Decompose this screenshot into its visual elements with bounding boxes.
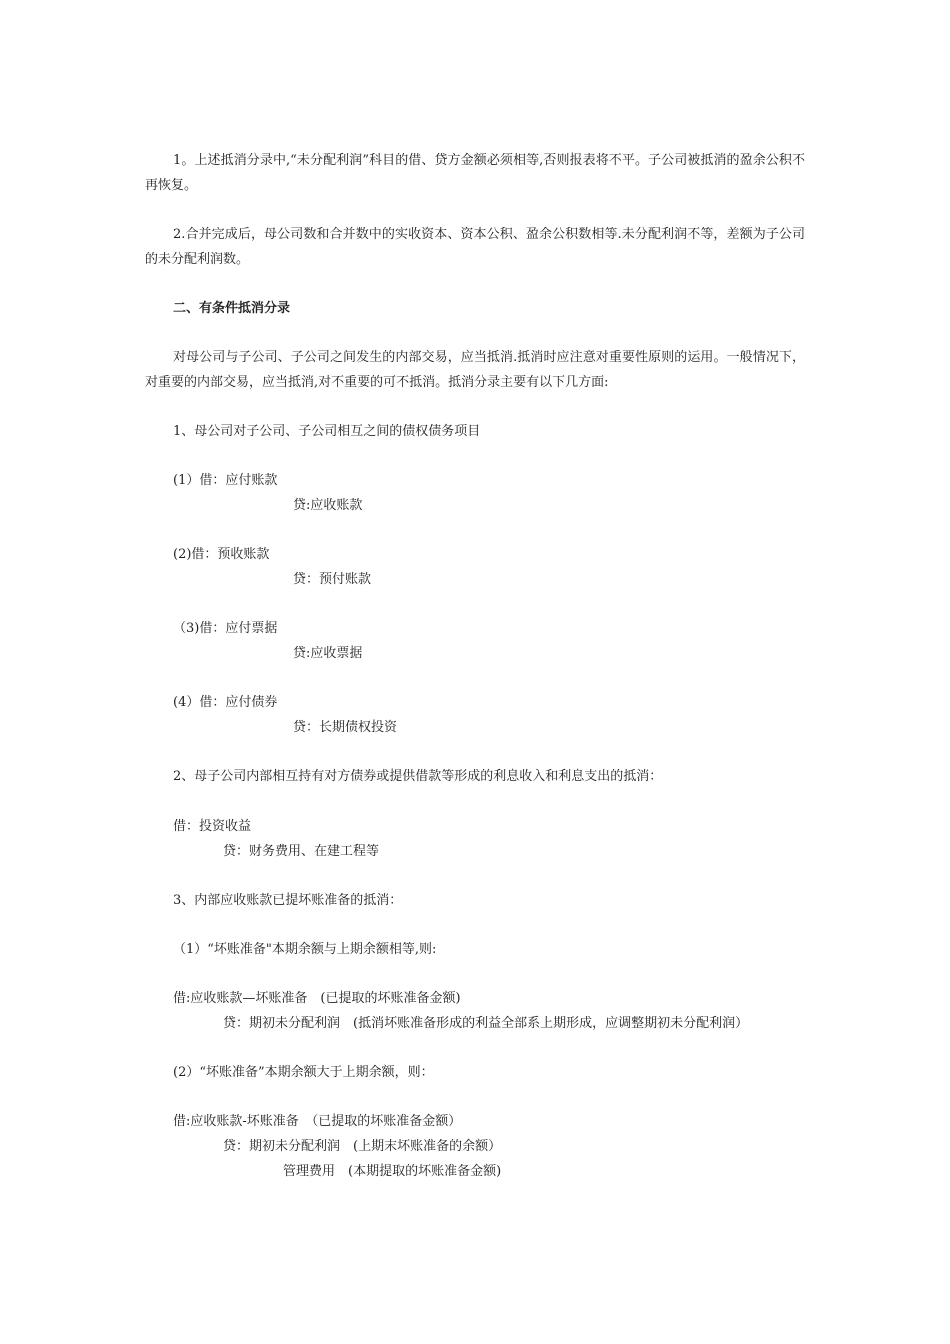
- spacer: [145, 518, 805, 542]
- item-2-debit: 借：投资收益: [173, 819, 252, 834]
- document-body: [145, 148, 805, 1184]
- spacer: [145, 740, 805, 764]
- spacer: [145, 666, 805, 690]
- spacer: [145, 913, 805, 937]
- spacer: [145, 272, 805, 296]
- item-3-title: 3、内部应收账款已提坏账准备的抵消：: [173, 893, 403, 908]
- entry-1-credit: 贷:应收账款: [293, 498, 363, 513]
- entry-2-debit: (2)借：预收账款: [173, 547, 270, 562]
- spacer: [145, 444, 805, 468]
- section-heading: 二、有条件抵消分录: [173, 301, 291, 316]
- case-2-credit-1: 贷：期初未分配利润 (上期末坏账准备的余额）: [223, 1139, 502, 1154]
- note-1: 1。上述抵消分录中,“未分配利润”科目的借、贷方金额必须相等,否则报表将不平。子公司被抵消的盈余公积不再恢复。: [145, 153, 805, 193]
- spacer: [145, 962, 805, 986]
- item-2-credit: 贷：财务费用、在建工程等: [223, 844, 380, 859]
- case-2-title: (2）“坏账准备”本期余额大于上期余额，则：: [173, 1065, 434, 1080]
- item-1-title: 1、母公司对子公司、子公司相互之间的债权债务项目: [173, 424, 481, 439]
- spacer: [145, 864, 805, 888]
- case-2-debit: 借:应收账款-坏账准备 （已提取的坏账准备金额）: [173, 1114, 462, 1129]
- spacer: [145, 395, 805, 419]
- spacer: [145, 321, 805, 345]
- entry-4-debit: (4）借：应付债券: [173, 695, 278, 710]
- spacer: [145, 1085, 805, 1109]
- case-1-debit: 借:应收账款—坏账准备 (已提取的坏账准备金额): [173, 991, 461, 1006]
- item-2-title: 2、母子公司内部相互持有对方债券或提供借款等形成的利息收入和利息支出的抵消：: [173, 769, 663, 784]
- spacer: [145, 1036, 805, 1060]
- spacer: [145, 198, 805, 222]
- entry-3-debit: （3)借：应付票据: [173, 621, 278, 636]
- case-2-credit-2: 管理费用 (本期提取的坏账准备金额): [283, 1164, 502, 1179]
- spacer: [145, 592, 805, 616]
- case-1-title: （1）“坏账准备"本期余额与上期余额相等,则:: [173, 942, 437, 957]
- note-2: 2.合并完成后，母公司数和合并数中的实收资本、资本公积、盈余公积数相等.未分配利润不等，差额为子公司的未分配利润数。: [145, 227, 805, 267]
- entry-2-credit: 贷：预付账款: [293, 572, 372, 587]
- entry-3-credit: 贷:应收票据: [293, 646, 363, 661]
- case-1-credit: 贷：期初未分配利润 (抵消坏账准备形成的利益全部系上期形成，应调整期初未分配利润）: [223, 1016, 749, 1031]
- entry-4-credit: 贷：长期债权投资: [293, 720, 398, 735]
- section-intro: 对母公司与子公司、子公司之间发生的内部交易，应当抵消.抵消时应注意对重要性原则的运用。一般情况下，对重要的内部交易，应当抵消,对不重要的可不抵消。抵消分录主要有以下几方面:: [145, 350, 805, 390]
- spacer: [145, 789, 805, 814]
- entry-1-debit: (1）借：应付账款: [173, 473, 278, 488]
